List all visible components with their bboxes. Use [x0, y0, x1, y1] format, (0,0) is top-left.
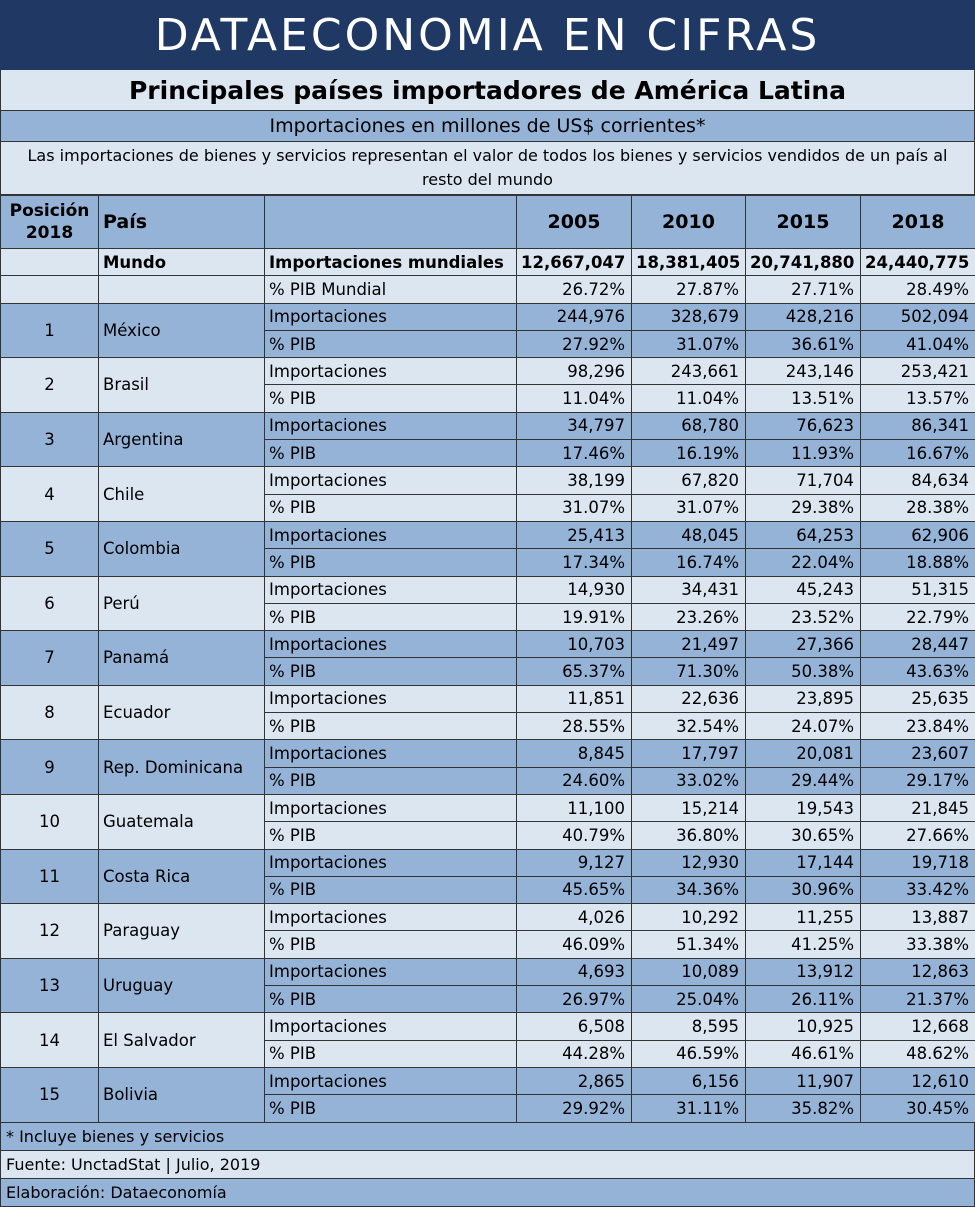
gdp-value: 65.37%: [517, 658, 632, 685]
gdp-value: 41.25%: [746, 931, 861, 958]
source: Fuente: UnctadStat | Julio, 2019: [0, 1151, 975, 1179]
import-value: 10,925: [746, 1013, 861, 1040]
gdp-value: 16.74%: [632, 549, 746, 576]
gdp-value: 29.17%: [861, 767, 975, 794]
gdp-value: 18.88%: [861, 549, 975, 576]
gdp-value: 22.79%: [861, 603, 975, 630]
gdp-value: 30.96%: [746, 876, 861, 903]
gdp-value: 32.54%: [632, 713, 746, 740]
country-name: Costa Rica: [99, 849, 265, 904]
gdp-label: % PIB: [265, 440, 517, 467]
import-value: 8,595: [632, 1013, 746, 1040]
position-cell: 1: [1, 303, 99, 358]
position-cell: 6: [1, 576, 99, 631]
import-value: 6,156: [632, 1067, 746, 1094]
position-cell: 8: [1, 685, 99, 740]
import-value: 11,907: [746, 1067, 861, 1094]
import-value: 10,292: [632, 904, 746, 931]
country-name: Chile: [99, 467, 265, 522]
credit: Elaboración: Dataeconomía: [0, 1179, 975, 1207]
table-row: [1, 576, 975, 603]
import-value: 20,081: [746, 740, 861, 767]
country-name: Colombia: [99, 521, 265, 576]
gdp-label: % PIB: [265, 330, 517, 357]
table-header: [1, 196, 975, 249]
gdp-value: 43.63%: [861, 658, 975, 685]
world-pos-cell: [1, 249, 99, 276]
gdp-value: 41.04%: [861, 330, 975, 357]
world-gdp-value: 27.71%: [746, 276, 861, 303]
country-name: Perú: [99, 576, 265, 631]
import-value: 12,668: [861, 1013, 975, 1040]
import-value: 34,431: [632, 576, 746, 603]
table-row: [1, 467, 975, 494]
gdp-value: 29.92%: [517, 1095, 632, 1122]
gdp-value: 27.92%: [517, 330, 632, 357]
header-position: Posición 2018: [1, 196, 99, 249]
gdp-label: % PIB: [265, 931, 517, 958]
import-value: 244,976: [517, 303, 632, 330]
country-name: Panamá: [99, 631, 265, 686]
import-value: 25,413: [517, 521, 632, 548]
table-row: [1, 412, 975, 439]
import-value: 17,144: [746, 849, 861, 876]
world-import-value: 12,667,047: [517, 249, 632, 276]
gdp-value: 26.11%: [746, 986, 861, 1013]
import-value: 38,199: [517, 467, 632, 494]
gdp-value: 16.67%: [861, 440, 975, 467]
gdp-value: 31.11%: [632, 1095, 746, 1122]
imports-table: [0, 195, 975, 1123]
gdp-value: 34.36%: [632, 876, 746, 903]
import-value: 2,865: [517, 1067, 632, 1094]
import-value: 12,610: [861, 1067, 975, 1094]
gdp-value: 46.09%: [517, 931, 632, 958]
table-row: [1, 358, 975, 385]
import-value: 76,623: [746, 412, 861, 439]
import-value: 34,797: [517, 412, 632, 439]
gdp-value: 29.38%: [746, 494, 861, 521]
gdp-value: 24.07%: [746, 713, 861, 740]
gdp-value: 11.04%: [632, 385, 746, 412]
table-row: [1, 904, 975, 931]
import-value: 23,895: [746, 685, 861, 712]
position-cell: 4: [1, 467, 99, 522]
gdp-value: 17.46%: [517, 440, 632, 467]
gdp-value: 33.38%: [861, 931, 975, 958]
gdp-value: 16.19%: [632, 440, 746, 467]
gdp-value: 28.38%: [861, 494, 975, 521]
import-value: 67,820: [632, 467, 746, 494]
world-gdp-value: 28.49%: [861, 276, 975, 303]
gdp-label: % PIB: [265, 1040, 517, 1067]
header-country: País: [99, 196, 265, 249]
import-value: 62,906: [861, 521, 975, 548]
import-value: 243,146: [746, 358, 861, 385]
gdp-value: 26.97%: [517, 986, 632, 1013]
gdp-label: % PIB: [265, 549, 517, 576]
import-value: 64,253: [746, 521, 861, 548]
gdp-value: 13.51%: [746, 385, 861, 412]
country-name: Paraguay: [99, 904, 265, 959]
gdp-value: 23.26%: [632, 603, 746, 630]
gdp-value: 13.57%: [861, 385, 975, 412]
table-row: [1, 521, 975, 548]
import-value: 253,421: [861, 358, 975, 385]
position-cell: 15: [1, 1067, 99, 1122]
gdp-value: 29.44%: [746, 767, 861, 794]
gdp-label: % PIB: [265, 494, 517, 521]
table-row: [1, 794, 975, 821]
import-value: 243,661: [632, 358, 746, 385]
gdp-value: 45.65%: [517, 876, 632, 903]
gdp-value: 24.60%: [517, 767, 632, 794]
gdp-value: 30.65%: [746, 822, 861, 849]
world-gdp-value: 26.72%: [517, 276, 632, 303]
imports-label: Importaciones: [265, 849, 517, 876]
header-year: 2015: [746, 196, 861, 249]
import-value: 17,797: [632, 740, 746, 767]
page-title: Principales países importadores de América Latina: [0, 70, 975, 111]
import-value: 14,930: [517, 576, 632, 603]
gdp-label: % PIB: [265, 1095, 517, 1122]
imports-label: Importaciones: [265, 467, 517, 494]
import-value: 4,026: [517, 904, 632, 931]
import-value: 25,635: [861, 685, 975, 712]
gdp-value: 31.07%: [632, 330, 746, 357]
import-value: 6,508: [517, 1013, 632, 1040]
gdp-value: 46.59%: [632, 1040, 746, 1067]
imports-label: Importaciones: [265, 1013, 517, 1040]
gdp-label: % PIB: [265, 713, 517, 740]
import-value: 13,912: [746, 958, 861, 985]
import-value: 98,296: [517, 358, 632, 385]
gdp-value: 48.62%: [861, 1040, 975, 1067]
world-name-cell: [99, 276, 265, 303]
position-cell: 12: [1, 904, 99, 959]
gdp-value: 50.38%: [746, 658, 861, 685]
import-value: 48,045: [632, 521, 746, 548]
country-name: Rep. Dominicana: [99, 740, 265, 795]
import-value: 9,127: [517, 849, 632, 876]
world-pos-cell: [1, 276, 99, 303]
import-value: 4,693: [517, 958, 632, 985]
import-value: 68,780: [632, 412, 746, 439]
gdp-label: % PIB: [265, 385, 517, 412]
position-cell: 5: [1, 521, 99, 576]
gdp-label: % PIB: [265, 658, 517, 685]
import-value: 86,341: [861, 412, 975, 439]
import-value: 11,100: [517, 794, 632, 821]
gdp-value: 31.07%: [632, 494, 746, 521]
import-value: 10,703: [517, 631, 632, 658]
gdp-value: 27.66%: [861, 822, 975, 849]
import-value: 28,447: [861, 631, 975, 658]
imports-label: Importaciones: [265, 303, 517, 330]
description: Las importaciones de bienes y servicios representan el valor de todos los bienes y servicios vendidos de un país al resto del mundo: [0, 142, 975, 195]
gdp-value: 33.02%: [632, 767, 746, 794]
country-name: El Salvador: [99, 1013, 265, 1068]
gdp-value: 46.61%: [746, 1040, 861, 1067]
country-name: Argentina: [99, 412, 265, 467]
world-imports-label: Importaciones mundiales: [265, 249, 517, 276]
imports-label: Importaciones: [265, 904, 517, 931]
footnote: * Incluye bienes y servicios: [0, 1123, 975, 1151]
gdp-value: 21.37%: [861, 986, 975, 1013]
import-value: 11,255: [746, 904, 861, 931]
gdp-label: % PIB: [265, 986, 517, 1013]
import-value: 23,607: [861, 740, 975, 767]
import-value: 428,216: [746, 303, 861, 330]
imports-label: Importaciones: [265, 740, 517, 767]
gdp-label: % PIB: [265, 876, 517, 903]
country-name: Guatemala: [99, 794, 265, 849]
country-name: Brasil: [99, 358, 265, 413]
gdp-value: 11.04%: [517, 385, 632, 412]
gdp-value: 35.82%: [746, 1095, 861, 1122]
import-value: 19,543: [746, 794, 861, 821]
import-value: 19,718: [861, 849, 975, 876]
world-name: Mundo: [99, 249, 265, 276]
world-import-value: 24,440,775: [861, 249, 975, 276]
gdp-value: 51.34%: [632, 931, 746, 958]
position-cell: 3: [1, 412, 99, 467]
import-value: 51,315: [861, 576, 975, 603]
import-value: 27,366: [746, 631, 861, 658]
world-import-value: 20,741,880: [746, 249, 861, 276]
header-indicator: [265, 196, 517, 249]
import-value: 12,863: [861, 958, 975, 985]
table-row: [1, 685, 975, 712]
table-row: [1, 303, 975, 330]
gdp-value: 33.42%: [861, 876, 975, 903]
import-value: 71,704: [746, 467, 861, 494]
imports-label: Importaciones: [265, 412, 517, 439]
world-gdp-value: 27.87%: [632, 276, 746, 303]
import-value: 45,243: [746, 576, 861, 603]
gdp-value: 17.34%: [517, 549, 632, 576]
imports-label: Importaciones: [265, 685, 517, 712]
position-cell: 10: [1, 794, 99, 849]
gdp-value: 40.79%: [517, 822, 632, 849]
gdp-value: 23.52%: [746, 603, 861, 630]
import-value: 12,930: [632, 849, 746, 876]
banner-title: DATAECONOMIA EN CIFRAS: [0, 0, 975, 70]
world-gdp-label: % PIB Mundial: [265, 276, 517, 303]
header-year: 2018: [861, 196, 975, 249]
header-year: 2010: [632, 196, 746, 249]
gdp-value: 71.30%: [632, 658, 746, 685]
gdp-value: 36.80%: [632, 822, 746, 849]
imports-label: Importaciones: [265, 521, 517, 548]
gdp-label: % PIB: [265, 603, 517, 630]
gdp-value: 11.93%: [746, 440, 861, 467]
page-subtitle: Importaciones en millones de US$ corrientes*: [0, 111, 975, 142]
gdp-value: 31.07%: [517, 494, 632, 521]
position-cell: 14: [1, 1013, 99, 1068]
gdp-label: % PIB: [265, 822, 517, 849]
imports-label: Importaciones: [265, 1067, 517, 1094]
import-value: 10,089: [632, 958, 746, 985]
country-name: Bolivia: [99, 1067, 265, 1122]
gdp-value: 36.61%: [746, 330, 861, 357]
imports-label: Importaciones: [265, 576, 517, 603]
country-name: Uruguay: [99, 958, 265, 1013]
import-value: 21,845: [861, 794, 975, 821]
table-row: [1, 958, 975, 985]
gdp-value: 25.04%: [632, 986, 746, 1013]
imports-label: Importaciones: [265, 358, 517, 385]
position-cell: 13: [1, 958, 99, 1013]
header-year: 2005: [517, 196, 632, 249]
gdp-value: 28.55%: [517, 713, 632, 740]
table-row: [1, 740, 975, 767]
import-value: 21,497: [632, 631, 746, 658]
gdp-label: % PIB: [265, 767, 517, 794]
table-row: [1, 631, 975, 658]
position-cell: 7: [1, 631, 99, 686]
position-cell: 11: [1, 849, 99, 904]
gdp-value: 30.45%: [861, 1095, 975, 1122]
import-value: 22,636: [632, 685, 746, 712]
import-value: 15,214: [632, 794, 746, 821]
gdp-value: 44.28%: [517, 1040, 632, 1067]
world-imports-row: [1, 249, 975, 276]
import-value: 8,845: [517, 740, 632, 767]
country-name: Ecuador: [99, 685, 265, 740]
gdp-value: 23.84%: [861, 713, 975, 740]
import-value: 84,634: [861, 467, 975, 494]
import-value: 13,887: [861, 904, 975, 931]
world-gdp-row: [1, 276, 975, 303]
position-cell: 9: [1, 740, 99, 795]
imports-label: Importaciones: [265, 958, 517, 985]
table-row: [1, 1013, 975, 1040]
position-cell: 2: [1, 358, 99, 413]
import-value: 328,679: [632, 303, 746, 330]
import-value: 11,851: [517, 685, 632, 712]
gdp-value: 22.04%: [746, 549, 861, 576]
world-import-value: 18,381,405: [632, 249, 746, 276]
imports-label: Importaciones: [265, 794, 517, 821]
country-name: México: [99, 303, 265, 358]
table-row: [1, 849, 975, 876]
import-value: 502,094: [861, 303, 975, 330]
table-row: [1, 1067, 975, 1094]
imports-label: Importaciones: [265, 631, 517, 658]
gdp-value: 19.91%: [517, 603, 632, 630]
